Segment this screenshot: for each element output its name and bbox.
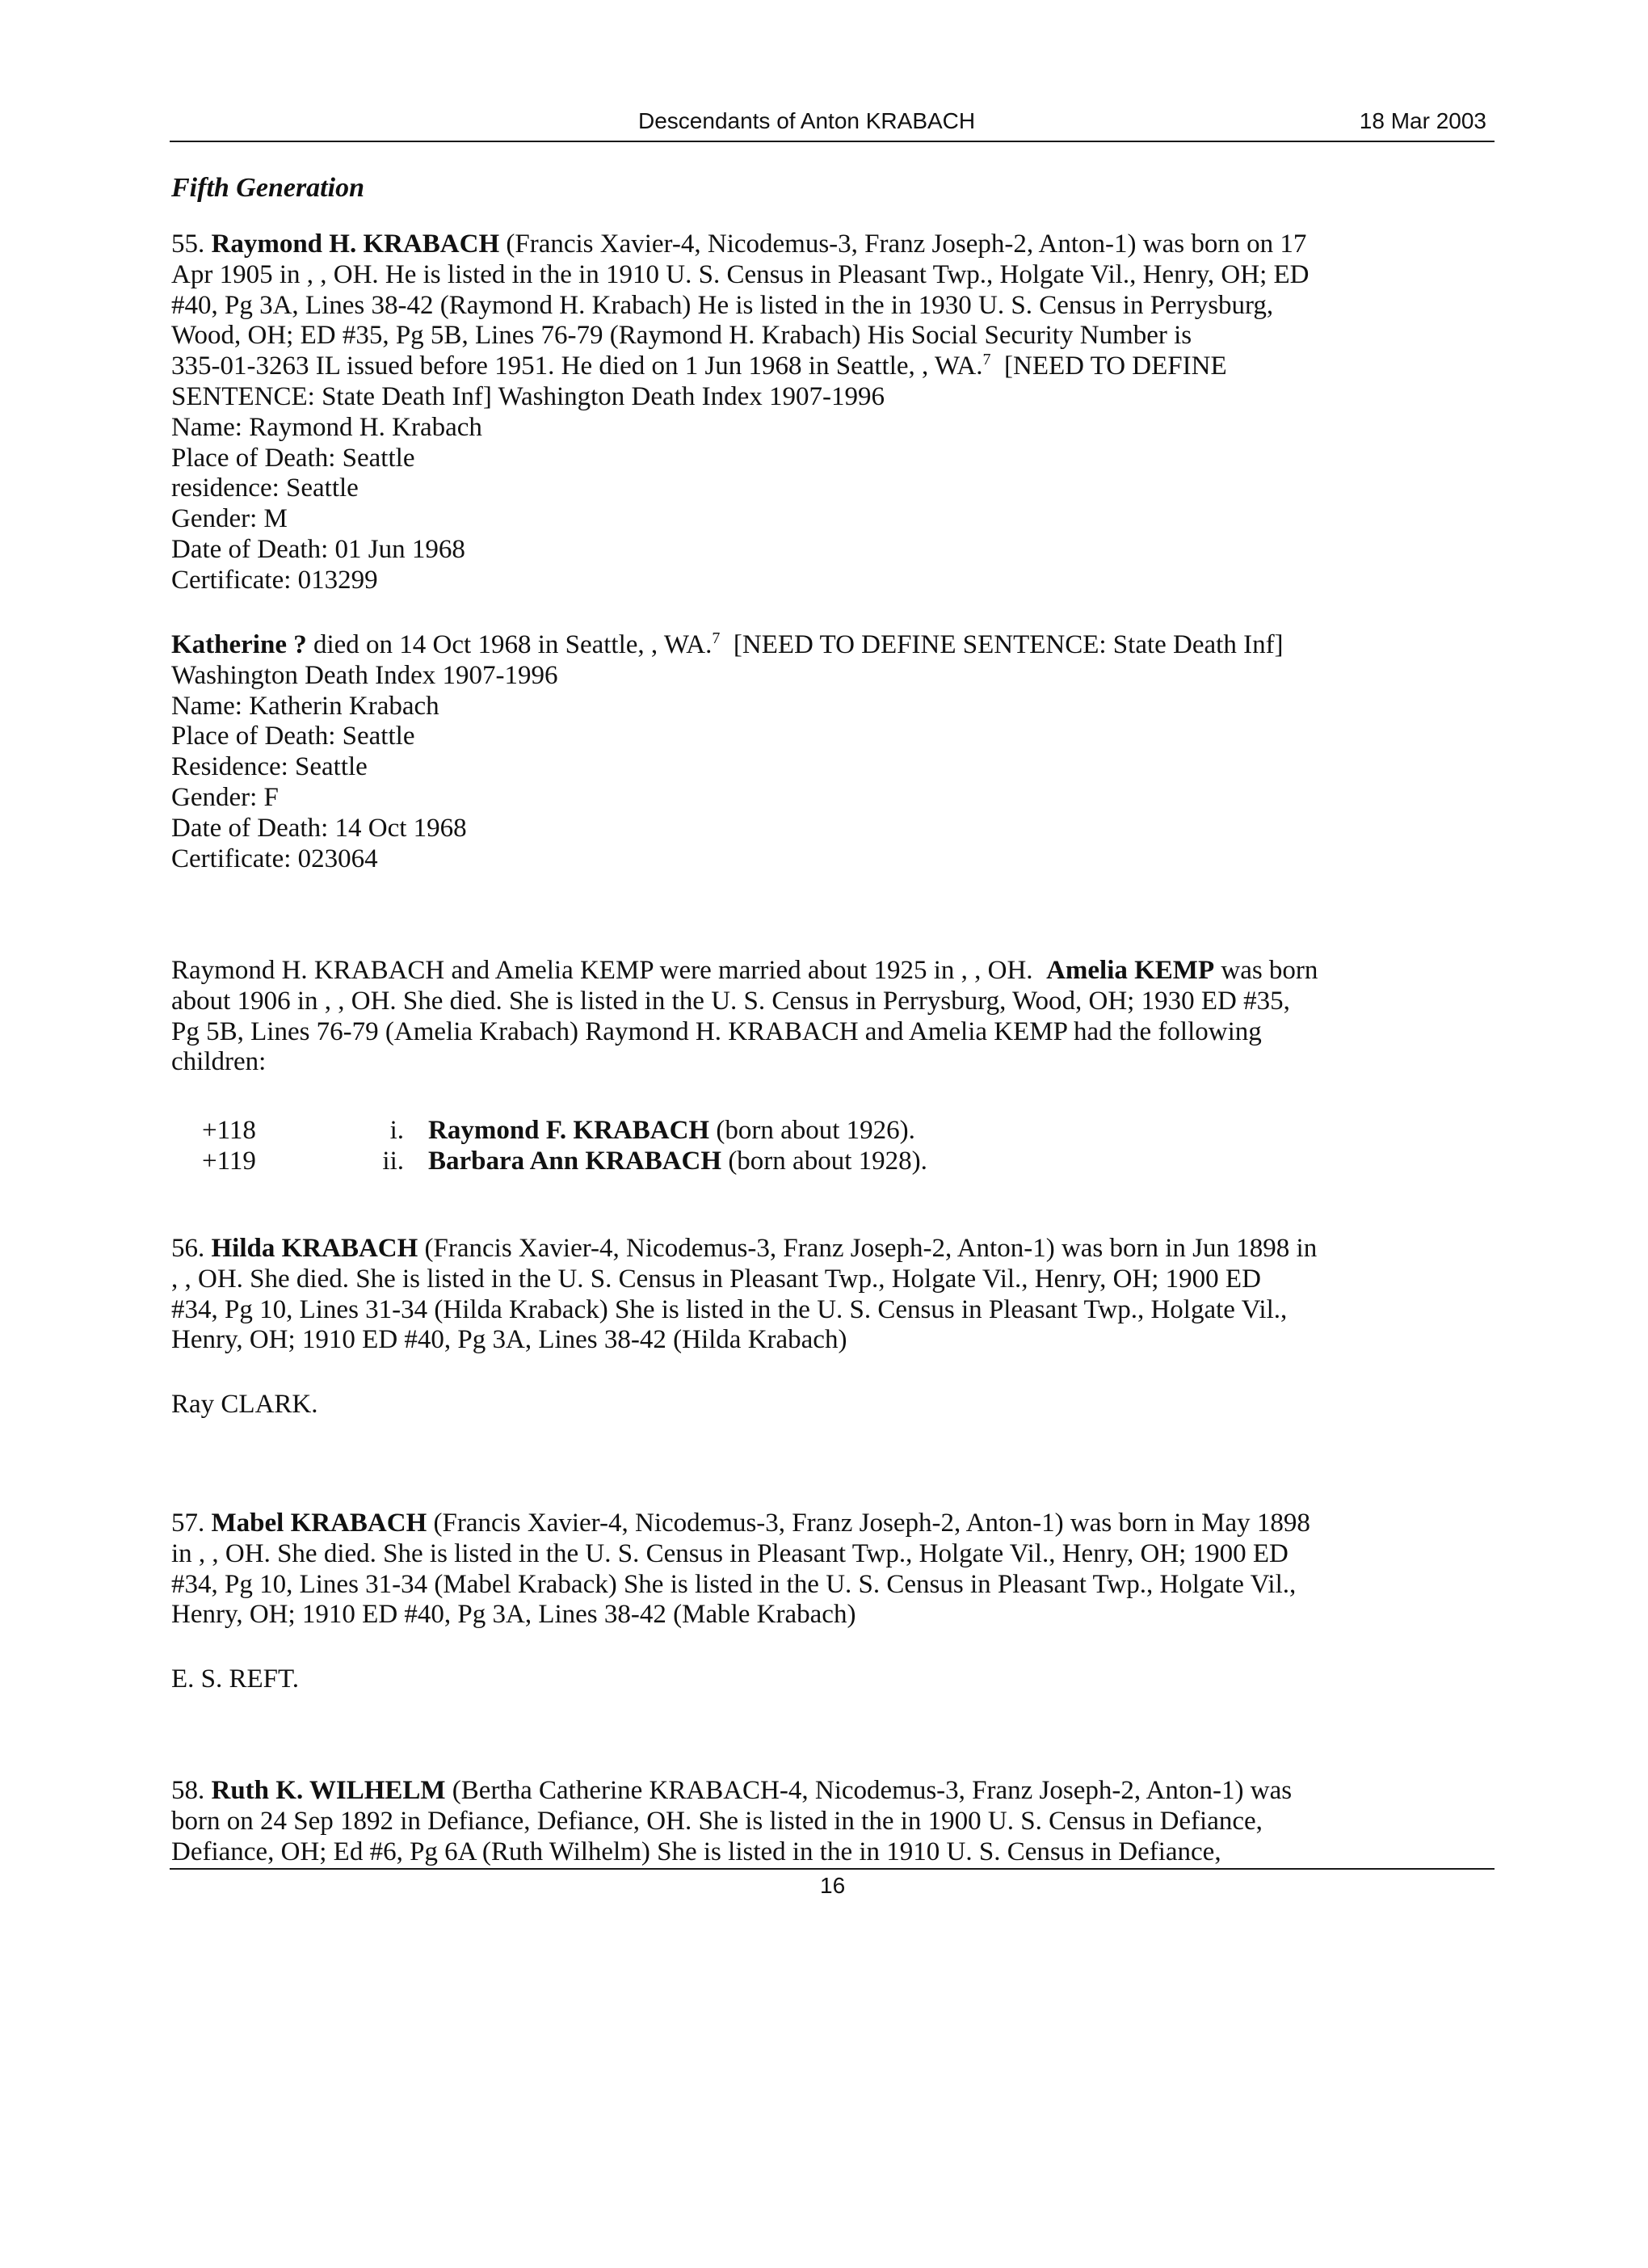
- entry-57-line: Henry, OH; 1910 ED #40, Pg 3A, Lines 38-42 (Mable Krabach): [171, 1600, 856, 1630]
- child-info: (born about 1928).: [721, 1147, 927, 1176]
- person-name: Raymond H. KRABACH: [211, 229, 500, 259]
- entry-55-line: Name: Raymond H. Krabach: [171, 412, 482, 442]
- person-name: Mabel KRABACH: [211, 1508, 427, 1538]
- entry-text: (Francis Xavier-4, Nicodemus-3, Franz Joseph-2, Anton-1) was born in May 1898: [427, 1508, 1310, 1538]
- entry-57: [171, 1508, 1496, 1631]
- footer-rule: [170, 1868, 1495, 1870]
- entry-57-line: [171, 1508, 1496, 1539]
- footnote-ref: 7: [982, 351, 991, 369]
- footnote-ref: 7: [712, 629, 721, 647]
- marriage-line: children:: [171, 1047, 267, 1077]
- entry-number: 57.: [171, 1508, 205, 1538]
- marriage-line: Pg 5B, Lines 76-79 (Amelia Krabach) Raymond H. KRABACH and Amelia KEMP had the following: [171, 1016, 1262, 1046]
- person-name: Amelia KEMP: [1046, 956, 1215, 985]
- entry-55-line: residence: Seattle: [171, 473, 359, 503]
- spouse-katherine: [171, 630, 1496, 874]
- entry-56: [171, 1234, 1496, 1356]
- child-number: +118: [202, 1116, 256, 1145]
- entry-text: Raymond H. KRABACH and Amelia KEMP were married about 1925 in , , OH.: [171, 956, 1047, 985]
- entry-text: 335-01-3263 IL issued before 1951. He died on 1 Jun 1968 in Seattle, , WA.: [171, 351, 983, 381]
- entry-55-line: Apr 1905 in , , OH. He is listed in the in 1910 U. S. Census in Pleasant Twp., Holgate Vil., Henry, OH; ED: [171, 259, 1310, 289]
- spouse-line: Certificate: 023064: [171, 844, 378, 873]
- person-name: Ruth K. WILHELM: [211, 1776, 446, 1805]
- entry-57-line: #34, Pg 10, Lines 31-34 (Mabel Kraback) She is listed in the U. S. Census in Pleasant Twp., Holgate Vil.,: [171, 1569, 1297, 1599]
- entry-text: died on 14 Oct 1968 in Seattle, , WA.: [306, 630, 713, 659]
- entry-text: (Bertha Catherine KRABACH-4, Nicodemus-3, Franz Joseph-2, Anton-1) was: [445, 1776, 1293, 1805]
- spouse-line: Residence: Seattle: [171, 752, 368, 782]
- spouse-line: E. S. REFT.: [171, 1664, 299, 1694]
- child-number: +119: [202, 1147, 256, 1176]
- entry-55-line: SENTENCE: State Death Inf] Washington Death Index 1907-1996: [171, 381, 885, 411]
- entry-number: 56.: [171, 1234, 205, 1263]
- header-date: 18 Mar 2003: [1359, 108, 1486, 133]
- child-name: Barbara Ann KRABACH: [428, 1147, 722, 1176]
- entry-58: [171, 1776, 1496, 1867]
- entry-55-line: Gender: M: [171, 504, 288, 534]
- entry-58-line: Defiance, OH; Ed #6, Pg 6A (Ruth Wilhelm) She is listed in the in 1910 U. S. Census in Defiance,: [171, 1837, 1221, 1866]
- entry-57-line: in , , OH. She died. She is listed in the U. S. Census in Pleasant Twp., Holgate Vil., Henry, OH; 1900 ED: [171, 1538, 1289, 1568]
- entry-55-line: Place of Death: Seattle: [171, 443, 415, 473]
- entry-56-line: , , OH. She died. She is listed in the U. S. Census in Pleasant Twp., Holgate Vil., Henry, OH; 1900 ED: [171, 1264, 1261, 1294]
- entry-text: [NEED TO DEFINE SENTENCE: State Death Inf]: [720, 630, 1284, 659]
- entry-text: (Francis Xavier-4, Nicodemus-3, Franz Joseph-2, Anton-1) was born on 17: [506, 229, 1307, 259]
- entry-number: 58.: [171, 1776, 205, 1805]
- entry-55-line: [171, 229, 1496, 260]
- marriage-line: [171, 956, 1496, 987]
- entry-text: (Francis Xavier-4, Nicodemus-3, Franz Joseph-2, Anton-1) was born in Jun 1898 in: [418, 1234, 1318, 1263]
- spouse-line: Place of Death: Seattle: [171, 722, 415, 751]
- entry-text: [NEED TO DEFINE: [990, 351, 1227, 381]
- entry-55-line: Certificate: 013299: [171, 565, 378, 595]
- entry-text: was born: [1214, 956, 1318, 985]
- entry-56-line: Henry, OH; 1910 ED #40, Pg 3A, Lines 38-42 (Hilda Krabach): [171, 1325, 847, 1355]
- child-entry: [428, 1146, 927, 1176]
- spouse-line: Name: Katherin Krabach: [171, 691, 439, 721]
- person-name: Hilda KRABACH: [211, 1234, 418, 1263]
- entry-55-line: Wood, OH; ED #35, Pg 5B, Lines 76-79 (Raymond H. Krabach) His Social Security Number is: [171, 321, 1192, 351]
- spouse-line: Gender: F: [171, 782, 279, 812]
- entry-58-line: [171, 1776, 1496, 1807]
- child-entry: [428, 1115, 915, 1146]
- marriage-line: about 1906 in , , OH. She died. She is listed in the U. S. Census in Perrysburg, Wood, OH; 1930 ED #35,: [171, 986, 1290, 1016]
- child-name: Raymond F. KRABACH: [428, 1116, 710, 1145]
- entry-55-line: #40, Pg 3A, Lines 38-42 (Raymond H. Krabach) He is listed in the in 1930 U. S. Census in Perrysburg,: [171, 290, 1274, 320]
- entry-55-line: Date of Death: 01 Jun 1968: [171, 534, 465, 564]
- page-header: [170, 103, 1495, 142]
- spouse-line: Ray CLARK.: [171, 1390, 318, 1419]
- section-title: Fifth Generation: [171, 173, 364, 203]
- header-title: Descendants of Anton KRABACH: [638, 108, 976, 133]
- child-info: (born about 1926).: [709, 1116, 915, 1145]
- child-ordinal: ii.: [382, 1147, 404, 1176]
- entry-55: [171, 229, 1496, 596]
- entry-56-line: #34, Pg 10, Lines 31-34 (Hilda Kraback) She is listed in the U. S. Census in Pleasant Twp., Holgate Vil.,: [171, 1294, 1288, 1324]
- entry-56-line: [171, 1234, 1496, 1264]
- spouse-line: [171, 630, 1496, 661]
- entry-55-line: [171, 351, 1496, 382]
- spouse-line: Washington Death Index 1907-1996: [171, 660, 558, 690]
- entry-58-line: born on 24 Sep 1892 in Defiance, Defiance, OH. She is listed in the in 1900 U. S. Census in Defiance,: [171, 1806, 1263, 1836]
- person-name: Katherine ?: [171, 630, 307, 659]
- page-number: 16: [820, 1873, 846, 1898]
- spouse-line: Date of Death: 14 Oct 1968: [171, 813, 467, 843]
- entry-number: 55.: [171, 229, 205, 259]
- child-ordinal: i.: [389, 1116, 404, 1145]
- marriage-paragraph: [171, 956, 1496, 1078]
